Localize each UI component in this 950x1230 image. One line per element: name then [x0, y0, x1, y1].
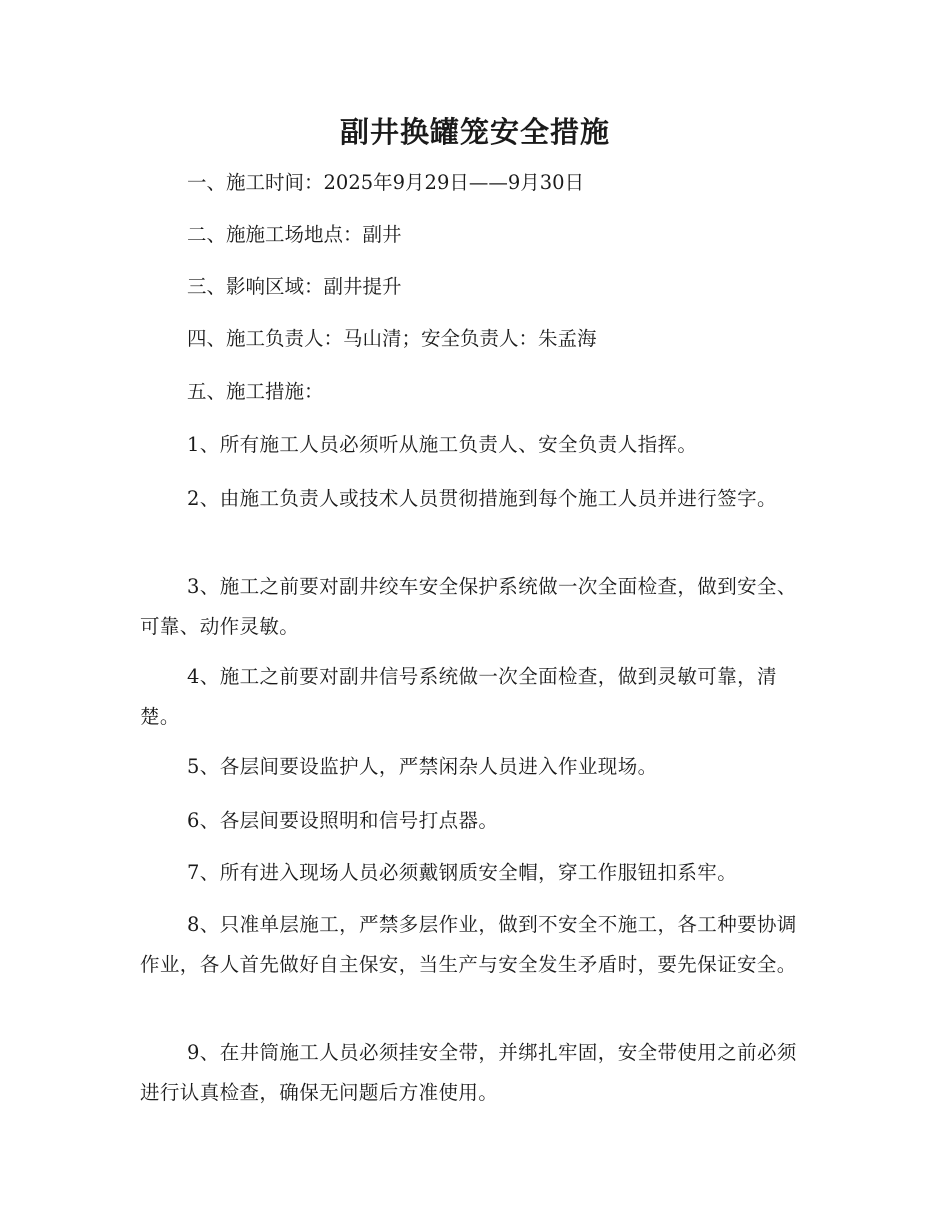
item-responsible-persons: 四、施工负责人：马山清；安全负责人：朱孟海 [187, 327, 597, 350]
document-title: 副井换罐笼安全措施 [339, 115, 610, 149]
item-construction-time: 一、施工时间：2025年9月29日——9月30日 [187, 171, 585, 194]
measure-8: 8、只准单层施工，严禁多层作业，做到不安全不施工，各工种要协调作业，各人首先做好自主保安，当生产与安全发生矛盾时，要先保证安全。 [140, 913, 797, 976]
measure-3: 3、施工之前要对副井绞车安全保护系统做一次全面检查，做到安全、可靠、动作灵敏。 [140, 575, 797, 638]
measure-4: 4、施工之前要对副井信号系统做一次全面检查，做到灵敏可靠，清楚。 [140, 665, 777, 728]
item-affected-area: 三、影响区域：副井提升 [187, 275, 402, 298]
item-construction-site: 二、施施工场地点：副井 [187, 223, 402, 246]
item-construction-measures-heading: 五、施工措施： [187, 380, 324, 403]
measure-1: 1、所有施工人员必须听从施工负责人、安全负责人指挥。 [187, 433, 698, 456]
measure-7: 7、所有进入现场人员必须戴钢质安全帽，穿工作服钮扣系牢。 [187, 861, 738, 884]
measure-2: 2、由施工负责人或技术人员贯彻措施到每个施工人员并进行签字。 [187, 487, 777, 510]
measure-9: 9、在井筒施工人员必须挂安全带，并绑扎牢固，安全带使用之前必须进行认真检查，确保无问题后方准使用。 [140, 1041, 797, 1104]
measure-5: 5、各层间要设监护人，严禁闲杂人员进入作业现场。 [187, 755, 658, 778]
measure-6: 6、各层间要设照明和信号打点器。 [187, 809, 499, 832]
